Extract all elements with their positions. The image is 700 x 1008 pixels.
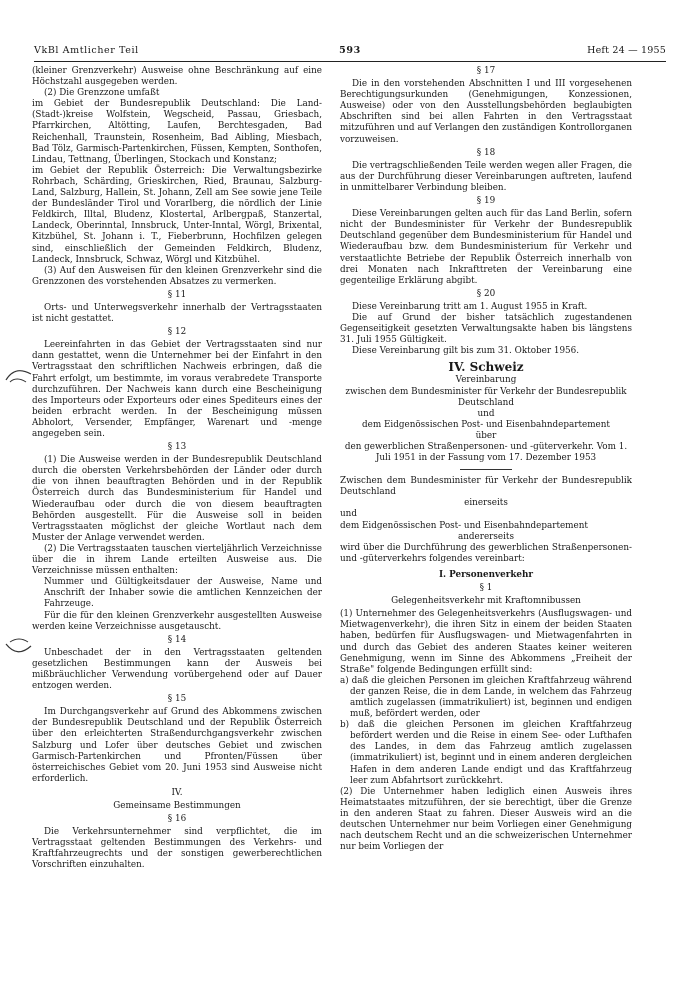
part-heading: I. Personenverkehr bbox=[438, 569, 534, 580]
paragraph: (2) Die Vertragsstaaten tauschen vierteljährlich Verzeichnisse über die in ihrem Lande erteilten Ausweise aus. Die Verzeichnisse müssen enthalten: bbox=[32, 543, 322, 577]
section-heading: § 18 bbox=[476, 147, 496, 158]
separator bbox=[460, 469, 512, 470]
paragraph: im Gebiet der Republik Österreich: Die Verwaltungsbezirke Rohrbach, Schärding, Grieskirchen, Ried, Braunau, Salzburg-Land, Salzburg, Hallein, St. Johann, Zell am See sowie jene Teile der Bundesländer Tirol und Vorarlberg, die nördlich der Linie Feldkirch, Illtal, Bludenz, Klostertal, Arlbergpaß, Stanzertal, Landeck, Oberinntal, Innsbruck, Unter-Inntal, Wörgl, Brixental, Kitzbühel, St. Johann i. T., Fieberbrunn, Hochfilzen gelegen sind, einschließlich der Gemeinden Feldkirch, Bludenz, Landeck, Innsbruck, Schwaz, Wörgl und Kitzbühel. bbox=[32, 165, 322, 265]
section-heading: § 16 bbox=[167, 814, 187, 825]
chapter-heading: IV. bbox=[171, 787, 183, 798]
paragraph: Die auf Grund der bisher tatsächlich zugestandenen Gegenseitigkeit gesetzten Verwaltungsakte haben bis längstens 31. Juli 1955 Gültigkeit. bbox=[340, 312, 632, 346]
agreement-conjunction: und bbox=[477, 408, 495, 419]
agreement-subject: den gewerblichen Straßenpersonen- und -güterverkehr. Vom 1. Juli 1951 in der Fassung vom 17. Dezember 1953 bbox=[344, 442, 628, 464]
paragraph: einerseits bbox=[464, 498, 508, 509]
section-heading: § 15 bbox=[167, 694, 187, 705]
paragraph: Die Verkehrsunternehmer sind verpflichtet, die im Vertragsstaat geltenden Bestimmungen des Verkehrs- und Kraftfahrzeugrechts und der sonstigen gewerberechtlichen Vorschriften einzuhalten. bbox=[32, 827, 322, 871]
paragraph: Im Durchgangsverkehr auf Grund des Abkommens zwischen der Bundesrepublik Deutschland und der Republik Österreich über den erleichterten Straßendurchgangsverkehr zwischen Salzburg und Lofer über deutsches Gebiet und zwischen Garmisch-Partenkirchen und Pfronten/Füssen über österreichisches Gebiet vom 20. Juni 1953 sind Ausweise nicht erforderlich. bbox=[32, 707, 322, 784]
paragraph: Die vertragschließenden Teile werden wegen aller Fragen, die aus der Durchführung dieser Vereinbarungen auftreten, laufend in unmittelbarer Verbindung bleiben. bbox=[340, 160, 632, 193]
paragraph: (1) Die Ausweise werden in der Bundesrepublik Deutschland durch die obersten Verkehrsbehörden der Länder oder durch die von ihnen beauftragten Behörden und in der Republik Österreich durch das Bundesministerium für Handel und Wiederaufbau oder durch die von diesem beauftragten Behörden ausgestellt. Für die Ausweise soll in beiden Vertragsstaaten möglichst der gleiche Wortlaut nach dem Muster der Anlage verwendet werden. bbox=[32, 455, 322, 543]
paragraph: und bbox=[340, 509, 357, 520]
list-item: b) daß die gleichen Personen im gleichen Kraftfahrzeug befördert werden und die Reise in einem See- oder Lufthafen des Landes, in dem das Fahrzeug amtlich zugelassen (immatrikuliert) ist, beginnt und in einem anderen dergleichen Hafen in dem anderen Lande endigt und das Kraftfahrzeug leer zum Abfahrtsort zurückkehrt. bbox=[340, 720, 632, 786]
paragraph: Zwischen dem Bundesminister für Verkehr der Bundesrepublik Deutschland bbox=[340, 476, 632, 498]
section-heading: § 20 bbox=[476, 288, 496, 299]
agreement-conjunction: über bbox=[475, 430, 497, 441]
paragraph: (3) Auf den Ausweisen für den kleinen Grenzverkehr sind die Grenzzonen des vorstehenden Absatzes zu vermerken. bbox=[32, 265, 322, 287]
issue-label: Heft 24 — 1955 bbox=[587, 45, 666, 56]
paragraph: (2) Die Unternehmer haben lediglich einen Ausweis ihres Heimatstaates mitzuführen, der sie berechtigt, über die Grenze in den anderen Staat zu fahren. Dieser Ausweis wird an die deutschen Unternehmer nur beim Vorliegen einer Genehmigung nach deutschem Recht und an die schweizerischen Unternehmer nur beim Vorliegen der bbox=[340, 786, 632, 853]
paragraph: Die in den vorstehenden Abschnitten I und III vorgesehenen Berechtigungsurkunden (Genehmigungen, Konzessionen, Ausweise) oder von den Ausstellungsbehörden beglaubigten Abschriften sind bei allen Fahrten in den Vertragsstaat mitzuführen und auf Verlangen den zuständigen Kontrollorganen vorzuweisen. bbox=[340, 79, 632, 145]
chapter-subheading: Gemeinsame Bestimmungen bbox=[113, 801, 241, 811]
paragraph: andererseits bbox=[458, 531, 514, 542]
paragraph: (2) Die Grenzzone umfaßt bbox=[44, 88, 160, 99]
chapter-title: IV. Schweiz bbox=[448, 360, 524, 375]
paragraph: dem Eidgenössischen Post- und Eisenbahndepartement bbox=[340, 520, 588, 531]
paragraph: Unbeschadet der in den Vertragsstaaten geltenden gesetzlichen Bestimmungen kann der Ausweis bei mißbräuchlicher Verwendung vorübergehend oder auf Dauer entzogen werden. bbox=[32, 647, 322, 692]
paragraph: Für die für den kleinen Grenzverkehr ausgestellten Ausweise werden keine Verzeichnisse ausgetauscht. bbox=[32, 610, 322, 632]
paragraph: Diese Vereinbarungen gelten auch für das Land Berlin, sofern nicht der Bundesminister für Verkehr der Bundesrepublik Deutschland gegenüber dem Bundesministerium für Handel und Wiederaufbau bzw. dem Bundesministerium für Verkehr und verstaatlichte Betriebe der Republik Österreich innerhalb von drei Monaten nach Inkrafttreten der Vereinbarung eine gegenteilige Erklärung abgibt. bbox=[340, 209, 632, 286]
page-number: 593 bbox=[339, 45, 361, 56]
margin-mark-icon bbox=[4, 636, 34, 658]
header-rule bbox=[34, 61, 666, 62]
margin-mark-icon bbox=[4, 366, 34, 388]
right-column bbox=[340, 66, 632, 853]
journal-title: VkBl Amtlicher Teil bbox=[34, 45, 139, 56]
paragraph: wird über die Durchführung des gewerblichen Straßenpersonen- und -güterverkehrs folgendes vereinbart: bbox=[340, 542, 632, 564]
agreement-party: zwischen dem Bundesminister für Verkehr der Bundesrepublik Deutschland bbox=[345, 386, 627, 408]
list-text: Nummer und Gültigkeitsdauer der Ausweise, Name und Anschrift der Inhaber sowie die amtlichen Kennzeichen der Fahrzeuge. bbox=[44, 577, 322, 610]
paragraph: (1) Unternehmer des Gelegenheitsverkehrs (Ausflugswagen- und Mietwagenverkehr), die ihren Sitz in einem der beiden Staaten haben, bedürfen für Ausflugswagen- und Mietwagenfahrten in und durch das Gebiet des anderen Staates keiner weiteren Genehmigung, wenn im Sinne des Abkommens „Freiheit der Straße" folgende Bedingungen erfüllt sind: bbox=[340, 609, 632, 675]
paragraph: Diese Vereinbarung gilt bis zum 31. Oktober 1956. bbox=[352, 346, 580, 357]
section-heading: § 19 bbox=[476, 196, 496, 207]
section-heading: § 13 bbox=[167, 442, 187, 453]
paragraph: (kleiner Grenzverkehr) Ausweise ohne Beschränkung auf eine Höchstzahl ausgegeben werden. bbox=[32, 66, 322, 88]
left-column bbox=[32, 66, 322, 872]
section-heading: § 1 bbox=[479, 583, 493, 594]
page-header bbox=[34, 45, 666, 59]
agreement-title: Vereinbarung bbox=[455, 375, 517, 386]
section-heading: § 12 bbox=[167, 327, 187, 338]
agreement-party: dem Eidgenössischen Post- und Eisenbahndepartement bbox=[362, 419, 610, 430]
paragraph: im Gebiet der Bundesrepublik Deutschland: Die Land-(Stadt-)kreise Wolfstein, Wegscheid, Passau, Griesbach, Pfarrkirchen, Altötting, Laufen, Berchtesgaden, Bad Reichenhall, Traunstein, Rosenheim, Bad Aibling, Miesbach, Bad Tölz, Garmisch-Partenkirchen, Füssen, Kempten, Sonthofen, Lindau, Tettnang, Überlingen, Stockach und Konstanz; bbox=[32, 99, 322, 165]
paragraph: Diese Vereinbarung tritt am 1. August 1955 in Kraft. bbox=[352, 301, 588, 312]
paragraph: Orts- und Unterwegsverkehr innerhalb der Vertragsstaaten ist nicht gestattet. bbox=[32, 302, 322, 325]
section-heading: § 11 bbox=[167, 289, 187, 300]
section-subheading: Gelegenheitsverkehr mit Kraftomnibussen bbox=[391, 596, 581, 607]
section-heading: § 14 bbox=[167, 634, 187, 645]
section-heading: § 17 bbox=[476, 66, 496, 76]
paragraph: Leereinfahrten in das Gebiet der Vertragsstaaten sind nur dann gestattet, wenn die Unternehmer bei der Einfahrt in den Vertragsstaat den schriftlichen Nachweis erbringen, daß die Fahrt erfolgt, um bestimmte, im voraus verabredete Transporte durchzuführen. Der Nachweis kann durch eine Bescheinigung des Importeurs oder Exporteurs oder eines Spediteurs eines der beiden erbracht werden. In der Bescheinigung müssen Abholort, Versender, Empfänger, Warenart und -menge angegeben sein. bbox=[32, 340, 322, 439]
list-item: a) daß die gleichen Personen im gleichen Kraftfahrzeug während der ganzen Reise, die in dem Lande, in welchem das Fahrzeug amtlich zugelassen (immatrikuliert) ist, beginnen und endigen muß, befördert werden, oder bbox=[340, 675, 632, 720]
